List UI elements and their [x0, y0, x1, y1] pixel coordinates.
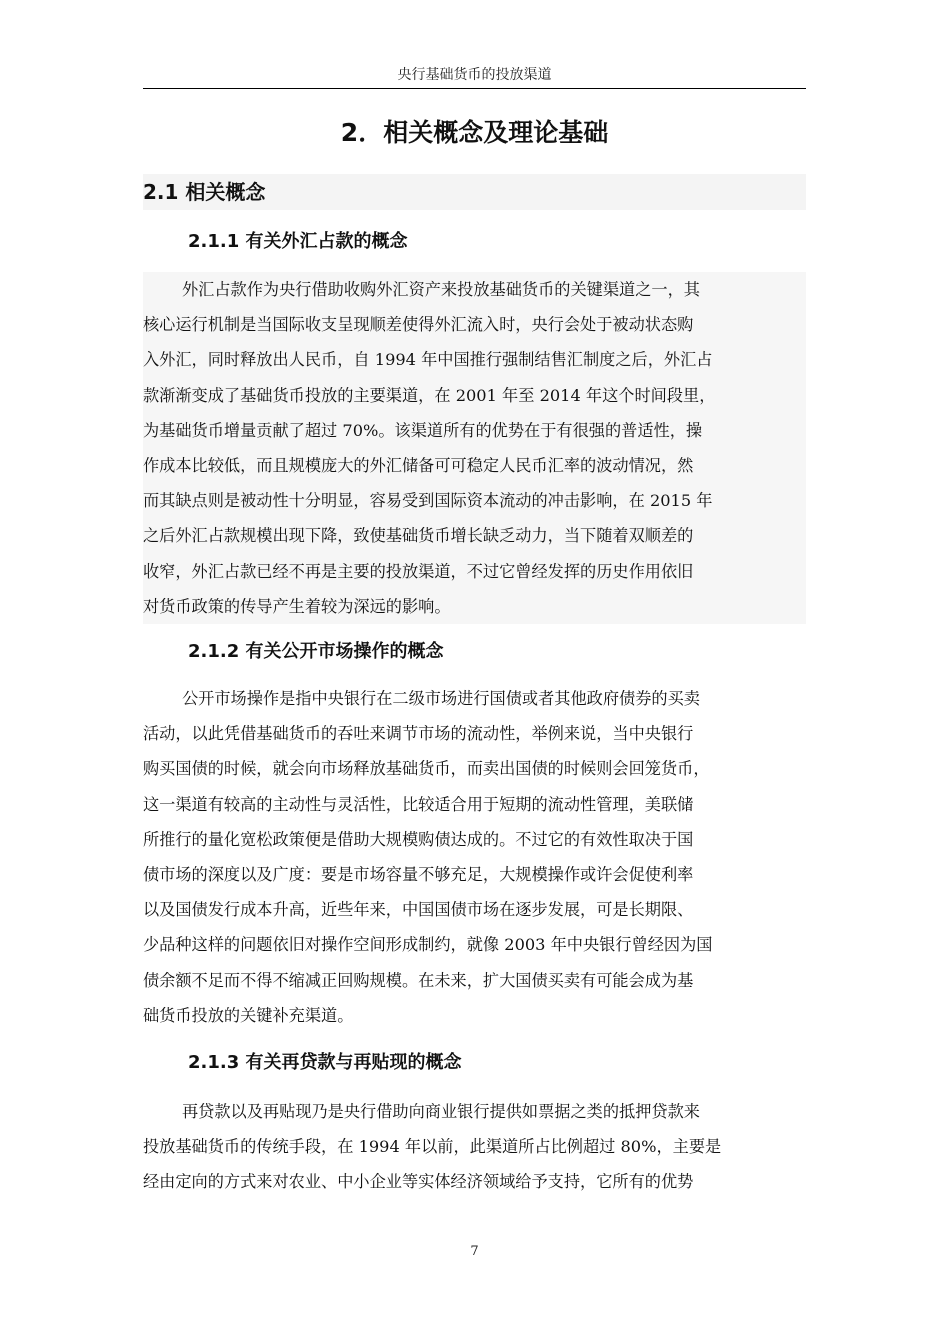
paragraph-open-market [143, 681, 806, 1033]
paragraph-line: 购买国债的时候，就会向市场释放基础货币，而卖出国债的时候则会回笼货币， [143, 759, 710, 779]
paragraph-line: 少品种这样的问题依旧对操作空间形成制约，就像 2003 年中央银行曾经因为国 [143, 935, 713, 955]
running-header [143, 62, 806, 89]
paragraph-line: 经由定向的方式来对农业、中小企业等实体经济领域给予支持，它所有的优势 [143, 1172, 694, 1192]
paragraph-line: 债市场的深度以及广度：要是市场容量不够充足，大规模操作或许会促使利率 [143, 864, 694, 884]
paragraph-line: 础货币投放的关键补充渠道。 [143, 1005, 354, 1025]
paragraph-line: 为基础货币增量贡献了超过 70%。该渠道所有的优势在于有很强的普适性，操 [143, 420, 703, 440]
paragraph-line: 之后外汇占款规模出现下降，致使基础货币增长缺乏动力，当下随着双顺差的 [143, 526, 694, 546]
running-header-title: 央行基础货币的投放渠道 [397, 67, 552, 83]
subsection-heading-2-1-1: 2.1.1 有关外汇占款的概念 [188, 231, 408, 252]
paragraph-line: 外汇占款作为央行借助收购外汇资产来投放基础货币的关键渠道之一，其 [182, 280, 700, 299]
paragraph-line: 以及国债发行成本升高，近些年来，中国国债市场在逐步发展，可是长期限、 [143, 900, 694, 920]
paragraph-line: 这一渠道有较高的主动性与灵活性，比较适合用于短期的流动性管理，美联储 [143, 794, 694, 814]
paragraph-line: 核心运行机制是当国际收支呈现顺差使得外汇流入时，央行会处于被动状态购 [143, 315, 694, 335]
paragraph-line: 所推行的量化宽松政策便是借助大规模购债达成的。不过它的有效性取决于国 [143, 829, 694, 849]
subsection-heading-2-1-2: 2.1.2 有关公开市场操作的概念 [188, 641, 444, 662]
paragraph-line: 作成本比较低，而且规模庞大的外汇储备可可稳定人民币汇率的波动情况，然 [143, 455, 694, 475]
paragraph-line: 而其缺点则是被动性十分明显，容易受到国际资本流动的冲击影响，在 2015 年 [143, 491, 713, 511]
paragraph-line: 再贷款以及再贴现乃是央行借助向商业银行提供如票据之类的抵押贷款来 [182, 1102, 700, 1121]
paragraph-line: 投放基础货币的传统手段，在 1994 年以前，此渠道所占比例超过 80%，主要是 [143, 1137, 722, 1157]
paragraph-line: 入外汇，同时释放出人民币，自 1994 年中国推行强制结售汇制度之后，外汇占 [143, 350, 713, 370]
paragraph-relending [143, 1094, 806, 1200]
page-number: 7 [470, 1244, 479, 1259]
subsection-heading-2-1-3: 2.1.3 有关再贷款与再贴现的概念 [188, 1052, 462, 1073]
paragraph-line: 债余额不足而不得不缩减正回购规模。在未来，扩大国债买卖有可能会成为基 [143, 970, 694, 990]
paragraph-line: 收窄，外汇占款已经不再是主要的投放渠道，不过它曾经发挥的历史作用依旧 [143, 561, 694, 581]
paragraph-line: 公开市场操作是指中央银行在二级市场进行国债或者其他政府债券的买卖 [182, 689, 700, 708]
chapter-title: 2．相关概念及理论基础 [340, 118, 609, 147]
paragraph-foreign-exchange [143, 272, 806, 624]
paragraph-line: 活动，以此凭借基础货币的吞吐来调节市场的流动性，举例来说，当中央银行 [143, 724, 694, 744]
section-heading: 2.1 相关概念 [143, 174, 806, 210]
paragraph-line: 款渐渐变成了基础货币投放的主要渠道，在 2001 年至 2014 年这个时间段里， [143, 385, 716, 405]
paragraph-line: 对货币政策的传导产生着较为深远的影响。 [143, 596, 451, 616]
